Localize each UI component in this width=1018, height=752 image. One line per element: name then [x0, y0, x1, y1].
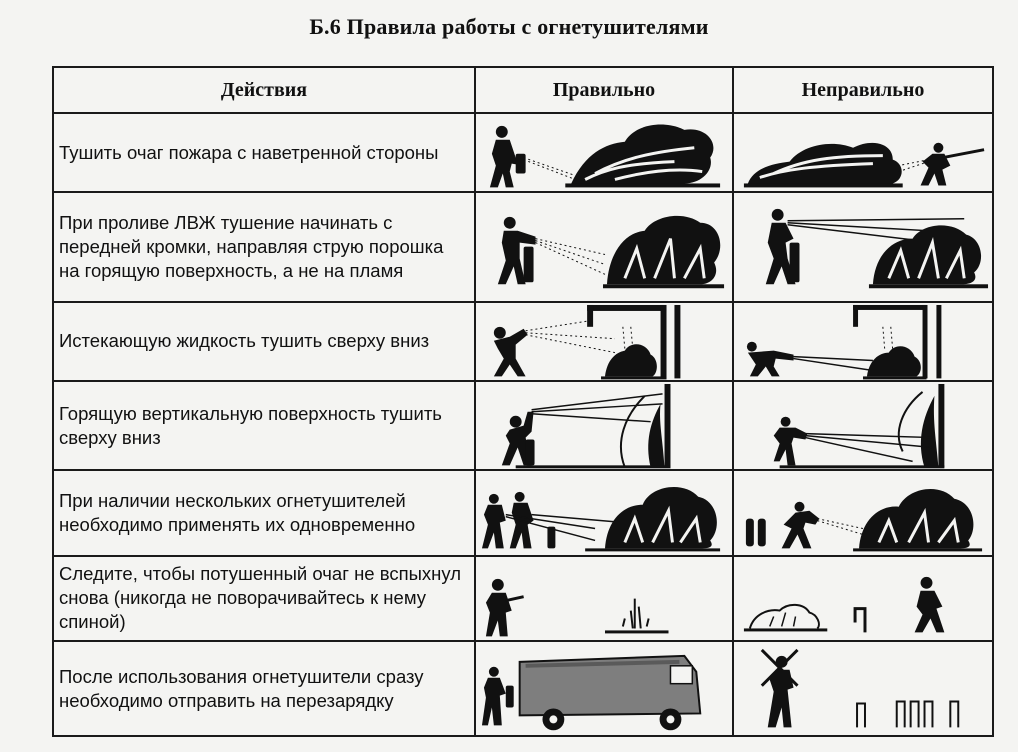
- correct-cell: [475, 302, 733, 381]
- action-text: Истекающую жидкость тушить сверху вниз: [53, 302, 475, 381]
- page-title: Б.6 Правила работы с огнетушителями: [309, 14, 709, 39]
- single-extinguisher-icon: [734, 471, 992, 554]
- left-empty-extinguishers-icon: [734, 642, 992, 735]
- table-row: [53, 113, 993, 192]
- header-incorrect: Неправильно: [733, 67, 993, 113]
- table-row: [53, 641, 993, 736]
- leak-bottom-icon: [734, 303, 992, 380]
- incorrect-cell: [733, 556, 993, 641]
- incorrect-cell: [733, 381, 993, 470]
- action-text: Следите, чтобы потушенный очаг не вспыхнул снова (никогда не поворачивайтесь к нему спиной): [53, 556, 475, 641]
- spill-front-edge-icon: [476, 193, 732, 300]
- wall-bottom-up-icon: [734, 382, 992, 469]
- leak-top-down-icon: [476, 303, 732, 380]
- action-text: При проливе ЛВЖ тушение начинать с передней кромки, направляя струю порошка на горящую поверхность, а не на пламя: [53, 192, 475, 301]
- incorrect-cell: [733, 302, 993, 381]
- table-header-row: [53, 67, 993, 113]
- windward-extinguish-icon: [476, 114, 732, 191]
- correct-cell: [475, 192, 733, 301]
- action-text: После использования огнетушители сразу необходимо отправить на перезарядку: [53, 641, 475, 736]
- header-correct: Правильно: [475, 67, 733, 113]
- correct-cell: [475, 641, 733, 736]
- correct-cell: [475, 113, 733, 192]
- leeward-extinguish-icon: [734, 114, 992, 191]
- recharge-van-icon: [476, 642, 732, 735]
- correct-cell: [475, 470, 733, 555]
- action-text: При наличии нескольких огнетушителей необходимо применять их одновременно: [53, 470, 475, 555]
- incorrect-cell: [733, 641, 993, 736]
- back-to-fire-icon: [734, 557, 992, 640]
- header-actions: Действия: [53, 67, 475, 113]
- correct-cell: [475, 556, 733, 641]
- wall-top-down-icon: [476, 382, 732, 469]
- table-row: [53, 470, 993, 555]
- table-row: [53, 381, 993, 470]
- action-text: Тушить очаг пожара с наветренной стороны: [53, 113, 475, 192]
- incorrect-cell: [733, 113, 993, 192]
- correct-cell: [475, 381, 733, 470]
- action-text: Горящую вертикальную поверхность тушить сверху вниз: [53, 381, 475, 470]
- table-row: [53, 556, 993, 641]
- table-row: [53, 192, 993, 301]
- spill-at-flames-icon: [734, 193, 992, 300]
- watch-fire-icon: [476, 557, 732, 640]
- incorrect-cell: [733, 192, 993, 301]
- rules-table: [52, 66, 994, 737]
- incorrect-cell: [733, 470, 993, 555]
- table-row: [53, 302, 993, 381]
- simultaneous-extinguishers-icon: [476, 471, 732, 554]
